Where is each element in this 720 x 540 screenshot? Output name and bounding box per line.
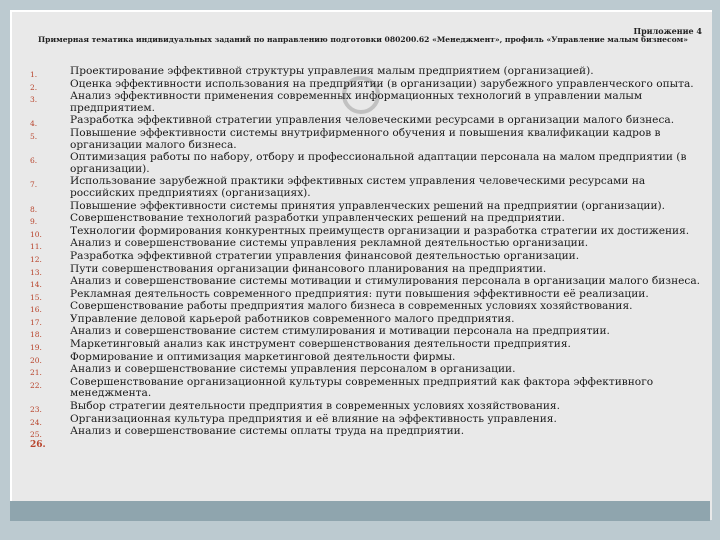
item-number: 23. [30, 405, 42, 415]
list-item [14, 401, 704, 413]
list-item [14, 364, 704, 376]
list-item [14, 414, 704, 426]
list-item [14, 238, 704, 250]
item-text: Использование зарубежной практики эффективных систем управления человеческими ресурсами на российских предприятиях (организациях). [70, 175, 646, 199]
topic-list [14, 65, 704, 450]
item-text: Маркетинговый анализ как инструмент совершенствования деятельности предприятия. [70, 338, 571, 351]
item-number: 20. [30, 355, 42, 365]
item-text: Анализ и совершенствование системы управления персоналом в организации. [70, 363, 516, 376]
list-item [14, 115, 704, 127]
item-text: Оценка эффективности использования на предприятии (в организации) зарубежного управленческого опыта. [70, 77, 694, 90]
item-text: Повышение эффективности системы внутрифирменного обучения и повышения квалификации кадров в организации малого бизнеса. [70, 126, 661, 151]
list-item [14, 352, 704, 364]
list-item [14, 264, 704, 276]
list-item [14, 251, 704, 263]
item-number: 25. [30, 430, 42, 440]
item-number: 3. [30, 95, 38, 105]
item-number: 18. [30, 330, 42, 340]
item-text: Совершенствование организационной культуры современных предприятий как фактора эффективного менеджмента. [70, 375, 654, 400]
item-text: Анализ эффективности применения современных информационных технологий в управлении малым предприятием. [70, 90, 643, 114]
item-text: Выбор стратегии деятельности предприятия в современных условиях хозяйствования. [70, 400, 560, 413]
item-text: Анализ и совершенствование системы управления рекламной деятельностью организации. [70, 237, 589, 250]
item-text: Технологии формирования конкурентных преимуществ организации и разработка стратегии их достижения. [70, 224, 690, 237]
item-text: Совершенствование работы предприятия малого бизнеса в современных условиях хозяйствования. [70, 300, 633, 313]
list-item [14, 226, 704, 238]
document-heading: Примерная тематика индивидуальных заданий по направлению подготовки 080200.62 «Менеджмент», профиль «Управление малым бизнесом» [37, 35, 688, 44]
item-text: Формирование и оптимизация маркетинговой деятельности фирмы. [70, 350, 456, 363]
list-item [14, 326, 704, 338]
item-number: 15. [30, 292, 42, 302]
item-number: 17. [30, 317, 42, 327]
list-item [14, 128, 704, 151]
list-item [14, 91, 704, 114]
item-number: 8. [30, 204, 38, 214]
list-item [14, 213, 704, 225]
item-number: 7. [30, 180, 38, 190]
item-number: 26. [30, 439, 46, 450]
item-number: 14. [30, 280, 42, 290]
appendix-label: Приложение 4 [633, 26, 702, 36]
list-item [14, 339, 704, 351]
list-item [14, 314, 704, 326]
list-item [14, 66, 704, 78]
item-number: 11. [30, 242, 42, 252]
item-number: 6. [30, 156, 38, 166]
item-text: Организационная культура предприятия и её влияние на эффективность управления. [70, 412, 557, 425]
item-number: 5. [30, 131, 38, 141]
list-item [14, 276, 704, 288]
item-text: Анализ и совершенствование системы оплаты труда на предприятии. [70, 425, 465, 438]
item-number: 2. [30, 82, 38, 92]
item-number: 10. [30, 229, 42, 239]
list-item [14, 201, 704, 213]
item-text: Управление деловой карьерой работников современного малого предприятия. [70, 312, 515, 325]
item-text: Рекламная деятельность современного предприятия: пути повышения эффективности её реализации. [70, 287, 649, 300]
item-number: 21. [30, 368, 42, 378]
list-item [14, 79, 704, 91]
list-item [14, 289, 704, 301]
item-text: Анализ и совершенствование систем стимулирования и мотивации персонала на предприятии. [70, 325, 610, 338]
item-text: Пути совершенствования организации финансового планирования на предприятии. [70, 262, 547, 275]
item-text: Разработка эффективной стратегии управления финансовой деятельностью организации. [70, 249, 580, 262]
list-item [14, 377, 704, 400]
item-number: 16. [30, 305, 42, 315]
item-number: 22. [30, 380, 42, 390]
item-number: 12. [30, 254, 42, 264]
list-item [14, 176, 704, 199]
footer-band [10, 501, 710, 521]
item-number: 4. [30, 119, 38, 129]
item-text: Повышение эффективности системы принятия управленческих решений на предприятии (организации). [70, 199, 666, 212]
item-number: 1. [30, 70, 38, 79]
item-number: 9. [30, 217, 38, 227]
item-text: Оптимизация работы по набору, отбору и профессиональной адаптации персонала на малом предприятии (в организации). [70, 151, 687, 175]
item-text: Разработка эффективной стратегии управления человеческими ресурсами в организации малого бизнеса. [70, 114, 675, 127]
item-text: Проектирование эффективной структуры управления малым предприятием (организацией). [70, 65, 594, 77]
item-number: 13. [30, 267, 42, 277]
item-text: Совершенствование технологий разработки управленческих решений на предприятии. [70, 212, 565, 225]
item-number: 19. [30, 343, 42, 353]
list-item [14, 301, 704, 313]
item-number: 24. [30, 417, 42, 427]
item-text: Анализ и совершенствование системы мотивации и стимулирования персонала в организации малого бизнеса. [70, 275, 701, 288]
list-item [14, 152, 704, 175]
list-item [14, 426, 704, 438]
